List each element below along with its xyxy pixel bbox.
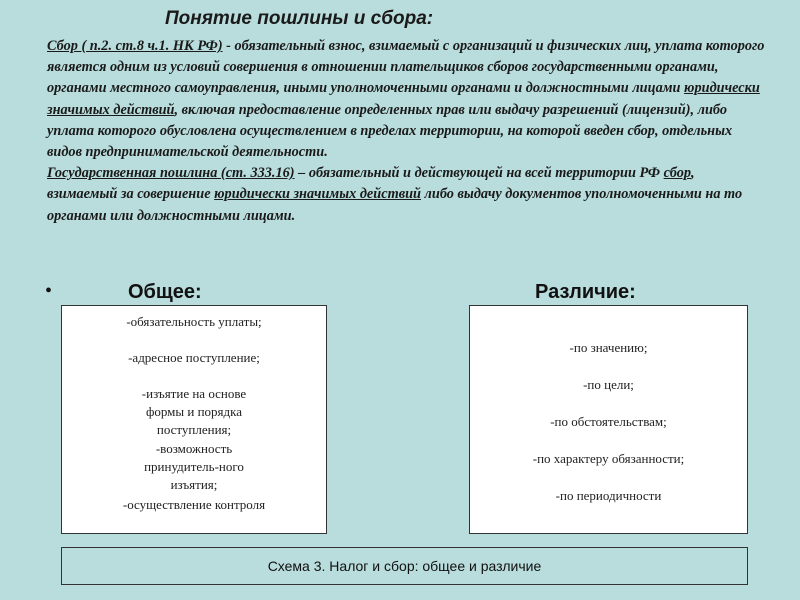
- duty-text-2: , взимаемый за совершение: [47, 165, 695, 203]
- difference-item: -по периодичности: [555, 488, 662, 503]
- fee-link-legal-actions: юридически значимых действий: [47, 80, 760, 118]
- fee-text-2: , включая предоставление определенных прав или выдачу разрешений (лицензий), либо уплата которого обусловлена осуществлением в пределах территории, на которой введен сбор, отдельных видов предпринимательской деятельности.: [47, 101, 733, 161]
- common-item: -осуществление контроля: [122, 497, 266, 512]
- difference-item: -по значению;: [569, 340, 648, 355]
- duty-link-fee: сбор: [663, 165, 691, 182]
- difference-item: -по обстоятельствам;: [550, 414, 667, 429]
- common-box: [61, 305, 327, 534]
- duty-term: Государственная пошлина (ст. 333.16): [47, 165, 295, 182]
- figure-caption: Схема 3. Налог и сбор: общее и различие: [61, 547, 748, 585]
- difference-item: -по характеру обязанности;: [532, 451, 685, 466]
- common-item: -обязательность уплаты;: [126, 314, 262, 329]
- common-item: -возможность принудитель-ного изъятия;: [144, 441, 244, 492]
- common-heading: Общее:: [128, 281, 202, 303]
- definition-paragraph: [47, 36, 767, 227]
- common-item: -адресное поступление;: [128, 350, 260, 365]
- duty-text-1: – обязательный и действующей на всей территории РФ: [294, 165, 664, 182]
- duty-text-3: либо выдачу документов уполномоченными на то органами или должностными лицами.: [47, 186, 743, 224]
- difference-box: [469, 305, 748, 534]
- difference-heading: Различие:: [535, 281, 636, 303]
- bullet-marker: •: [45, 280, 53, 302]
- fee-text-1: - обязательный взнос, взимаемый с организаций и физических лиц, уплата которого является одним из условий совершения в отношении плательщиков сборов государственными органами, органами местного самоуправления, иными уполномоченными органами и должностными лицами: [47, 38, 765, 97]
- duty-link-legal-actions: юридически значимых действий: [214, 186, 421, 203]
- fee-term: Сбор ( п.2. ст.8 ч.1. НК РФ): [47, 38, 223, 54]
- difference-item: -по цели;: [583, 377, 634, 392]
- page-title: Понятие пошлины и сбора:: [165, 8, 434, 29]
- common-item: -изъятие на основе формы и порядка поступления;: [141, 386, 247, 437]
